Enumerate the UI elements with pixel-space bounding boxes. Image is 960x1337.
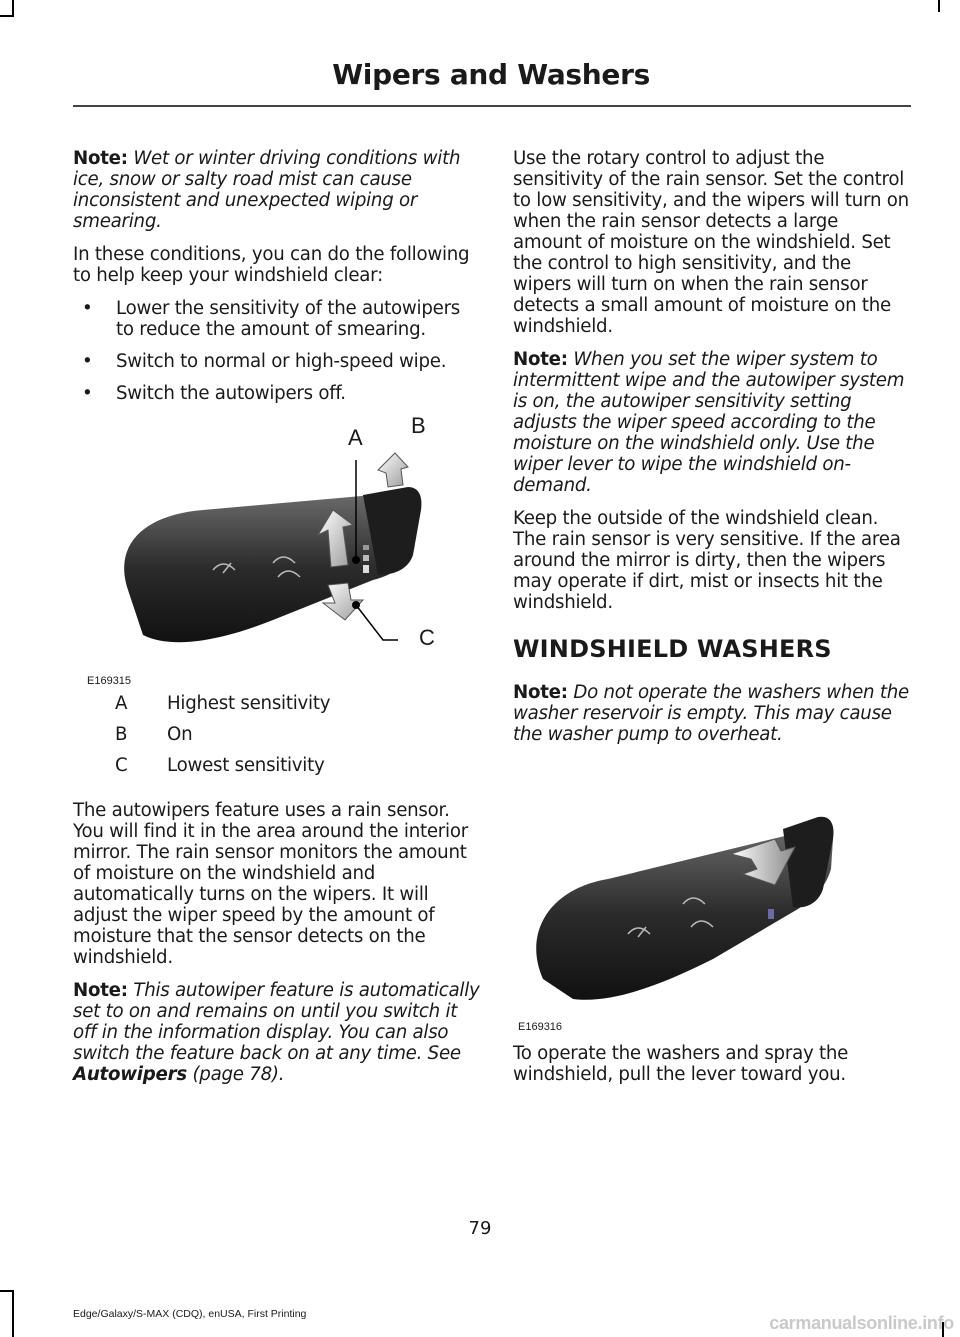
note-paragraph (73, 980, 481, 1085)
note-text: Wet or winter driving conditions with ice, snow or salty road mist can cause inconsistent and unexpected wiping or smearing. (73, 148, 461, 232)
section-heading: WINDSHIELD WASHERS (513, 635, 832, 663)
legend-key: A (115, 693, 128, 714)
note-text: Do not operate the washers when the washer reservoir is empty. This may cause the washer pump to overheat. (513, 682, 909, 745)
note-paragraph (513, 349, 911, 496)
note-label: Note: (513, 349, 568, 370)
crop-mark (938, 0, 940, 12)
cross-reference-link[interactable]: Autowipers (73, 1064, 187, 1085)
crop-mark (12, 0, 14, 16)
crop-mark (12, 1290, 14, 1337)
on-arrow-icon (378, 453, 408, 487)
callout-b: B (411, 413, 426, 438)
figure-id: E169316 (518, 1021, 563, 1033)
washer-lever-illustration (513, 759, 911, 1029)
callout-a: A (348, 425, 363, 450)
table-row (73, 693, 330, 724)
list-item-text: Switch to normal or high-speed wipe. (116, 351, 447, 372)
list-item-text: Lower the sensitivity of the autowipers to reduce the amount of smearing. (116, 298, 461, 340)
page-title: Wipers and Washers (332, 58, 650, 91)
callout-legend-table (73, 693, 330, 786)
intro-paragraph: In these conditions, you can do the following to help keep your windshield clear: (73, 244, 470, 286)
note-label: Note: (73, 148, 128, 169)
note-text: This autowiper feature is automatically set to on and remains on until you switch it off in the information display. You can also switch the feature back on at any time. See (73, 980, 480, 1064)
note-label: Note: (513, 682, 568, 703)
legend-value: On (167, 724, 193, 745)
list-item (73, 383, 481, 404)
legend-key: C (115, 755, 128, 776)
wiper-lever-sensitivity-figure (73, 415, 473, 685)
bullet-icon: • (82, 298, 93, 319)
list-item (73, 298, 481, 340)
note-label: Note: (73, 980, 128, 1001)
rain-sensor-paragraph: The autowipers feature uses a rain sensor. You will find it in the area around the interior mirror. The rain sensor monitors the amount of moisture on the windshield and automatically turns on the wipers. It will adjust the wiper speed by the amount of moisture that the sensor detects on the windshield. (73, 800, 468, 968)
watermark: carmanualsonline.info (769, 1313, 954, 1333)
clean-windshield-paragraph: Keep the outside of the windshield clean. The rain sensor is very sensitive. If the area around the mirror is dirty, then the wipers may operate if dirt, mist or insects hit the windshield. (513, 508, 901, 613)
list-item-text: Switch the autowipers off. (116, 383, 346, 404)
tips-list (73, 298, 481, 404)
sensitivity-band (363, 545, 369, 573)
note-paragraph (513, 682, 911, 745)
legend-value: Lowest sensitivity (167, 755, 325, 776)
right-column (513, 148, 911, 1097)
table-row (73, 755, 330, 786)
title-divider (73, 105, 911, 107)
operate-washers-paragraph: To operate the washers and spray the windshield, pull the lever toward you. (513, 1043, 849, 1085)
legend-key: B (115, 724, 128, 745)
note-paragraph (73, 148, 481, 232)
wiper-lever-illustration (73, 415, 473, 685)
note-text: When you set the wiper system to intermittent wipe and the autowiper system is on, the autowiper sensitivity setting adjusts the wiper speed according to the moisture on the windshield only. Use the wiper lever to wipe the windshield on-demand. (513, 349, 905, 496)
bullet-icon: • (82, 351, 93, 372)
rotary-control-paragraph: Use the rotary control to adjust the sensitivity of the rain sensor. Set the control to low sensitivity, and the wipers will turn on when the rain sensor detects a large amount of moisture on the windshield. Set the control to high sensitivity, and the wipers will turn on when the rain sensor detects a small amount of moisture on the windshield. (513, 148, 909, 337)
page-number: 79 (468, 1218, 492, 1239)
page-reference: (page 78). (192, 1064, 285, 1085)
crop-mark (0, 15, 14, 17)
footer-edition: Edge/Galaxy/S-MAX (CDQ), enUSA, First Printing (73, 1308, 307, 1320)
legend-value: Highest sensitivity (167, 693, 331, 714)
washer-lever-figure (513, 759, 911, 1033)
left-column (73, 148, 481, 1097)
bullet-icon: • (82, 383, 93, 404)
figure-id: E169315 (87, 675, 132, 687)
callout-c: C (419, 625, 435, 650)
list-item (73, 351, 481, 372)
table-row (73, 724, 330, 755)
crop-mark (0, 1290, 14, 1292)
